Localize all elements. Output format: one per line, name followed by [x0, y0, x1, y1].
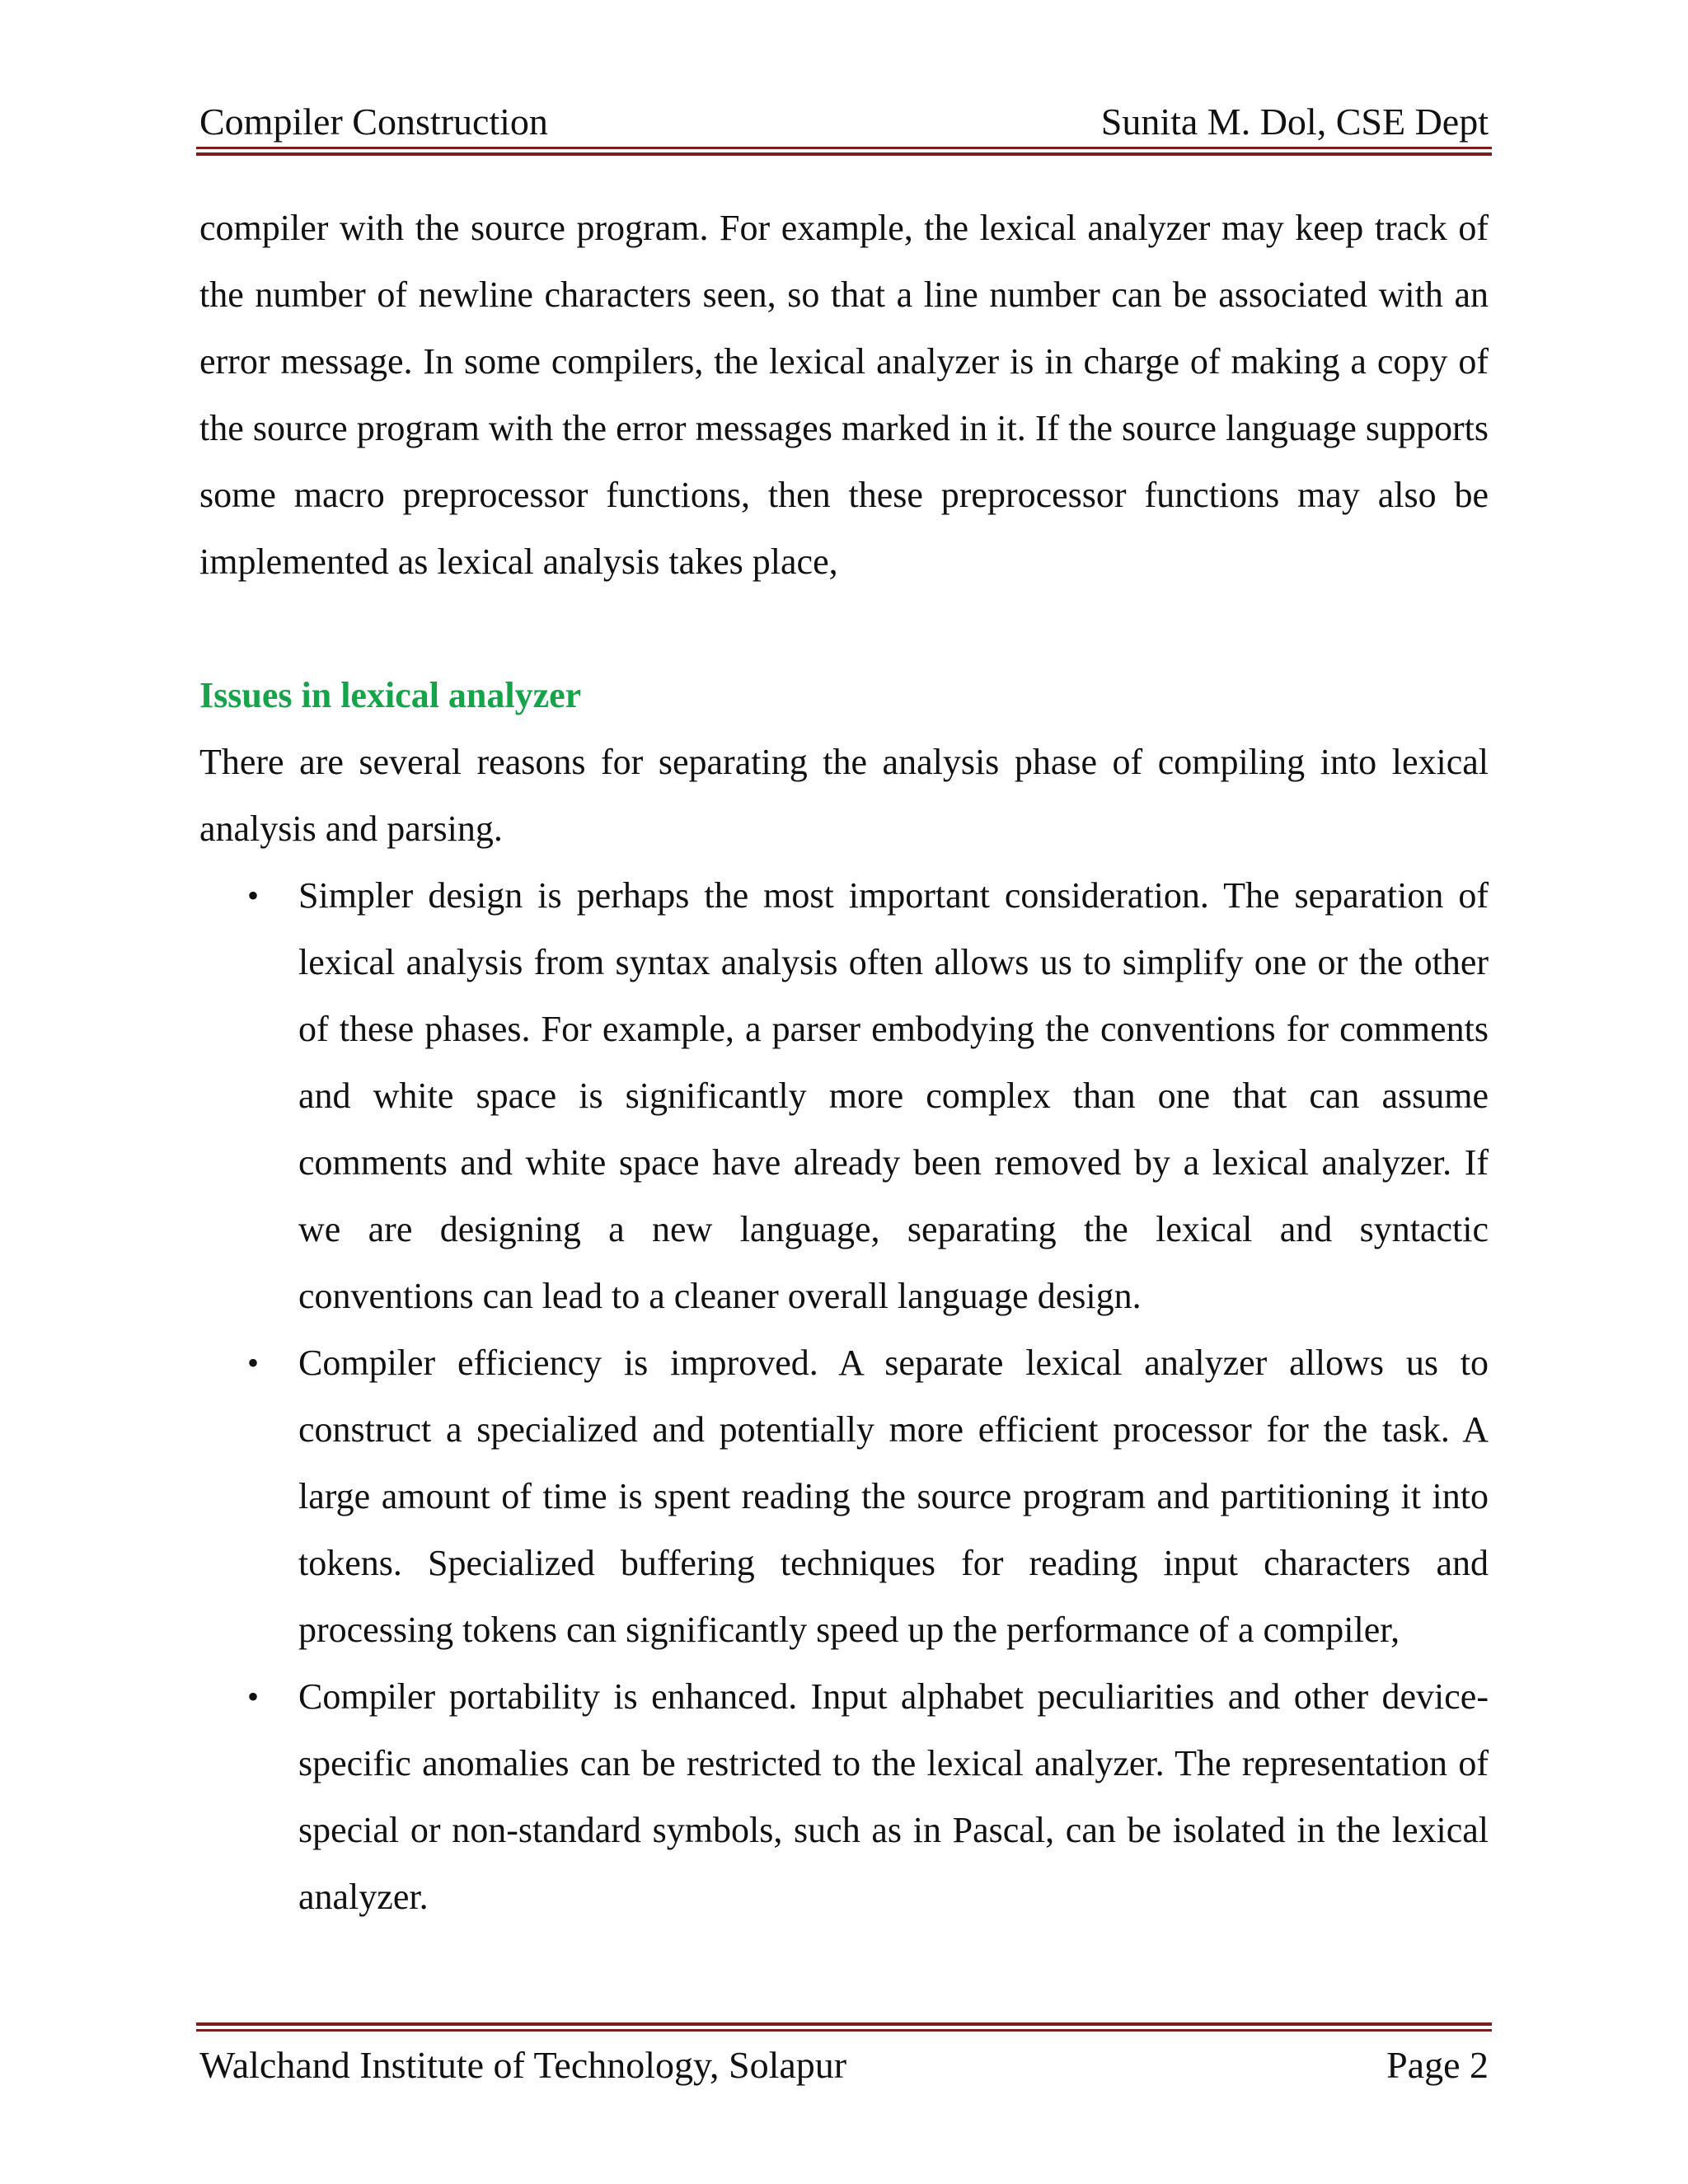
list-item-text: Compiler efficiency is improved. A separate lexical analyzer allows us to construct a specialized and potentially more efficient processor for the task. A large amount of time is spent reading the source program and partitioning it into tokens. Specialized buffering techniques for reading input characters and processing tokens can significantly speed up the performance of a compiler,: [298, 1343, 1489, 1650]
list-item: [199, 1663, 1489, 1930]
page-number: Page 2: [1386, 2044, 1489, 2086]
bullet-icon: •: [247, 877, 260, 914]
list-item-text: Simpler design is perhaps the most important consideration. The separation of lexical analysis from syntax analysis often allows us to simplify one or the other of these phases. For example, a parser embodying the conventions for comments and white space is significantly more complex than one that can assume comments and white space have already been removed by a lexical analyzer. If we are designing a new language, separating the lexical and syntactic conventions can lead to a cleaner overall language design.: [298, 875, 1489, 1316]
section-intro-paragraph: There are several reasons for separating the analysis phase of compiling into lexical analysis and parsing.: [199, 742, 1489, 849]
bullet-icon: •: [247, 1344, 260, 1381]
list-item: [199, 1329, 1489, 1663]
page-content: [199, 194, 1489, 1930]
header-rule: [196, 147, 1492, 156]
intro-paragraph: compiler with the source program. For example, the lexical analyzer may keep track of the number of newline characters seen, so that a line number can be associated with an error message. In some compilers, the lexical analyzer is in charge of making a copy of the source program with the error messages marked in it. If the source language supports some macro preprocessor functions, then these preprocessor functions may also be implemented as lexical analysis takes place,: [199, 208, 1489, 582]
header-course-title: Compiler Construction: [199, 101, 548, 143]
header-author: Sunita M. Dol, CSE Dept: [1100, 101, 1489, 143]
footer-rule: [196, 2022, 1492, 2032]
page-header: [199, 92, 1489, 145]
reasons-list: [199, 862, 1489, 1930]
section-heading: Issues in lexical analyzer: [199, 675, 582, 715]
page-footer: [199, 2039, 1489, 2092]
footer-institute: Walchand Institute of Technology, Solapur: [199, 2044, 847, 2086]
list-item: [199, 862, 1489, 1329]
list-item-text: Compiler portability is enhanced. Input alphabet peculiarities and other device-specific anomalies can be restricted to the lexical analyzer. The representation of special or non-standard symbols, such as in Pascal, can be isolated in the lexical analyzer.: [298, 1676, 1489, 1917]
bullet-icon: •: [247, 1678, 260, 1715]
